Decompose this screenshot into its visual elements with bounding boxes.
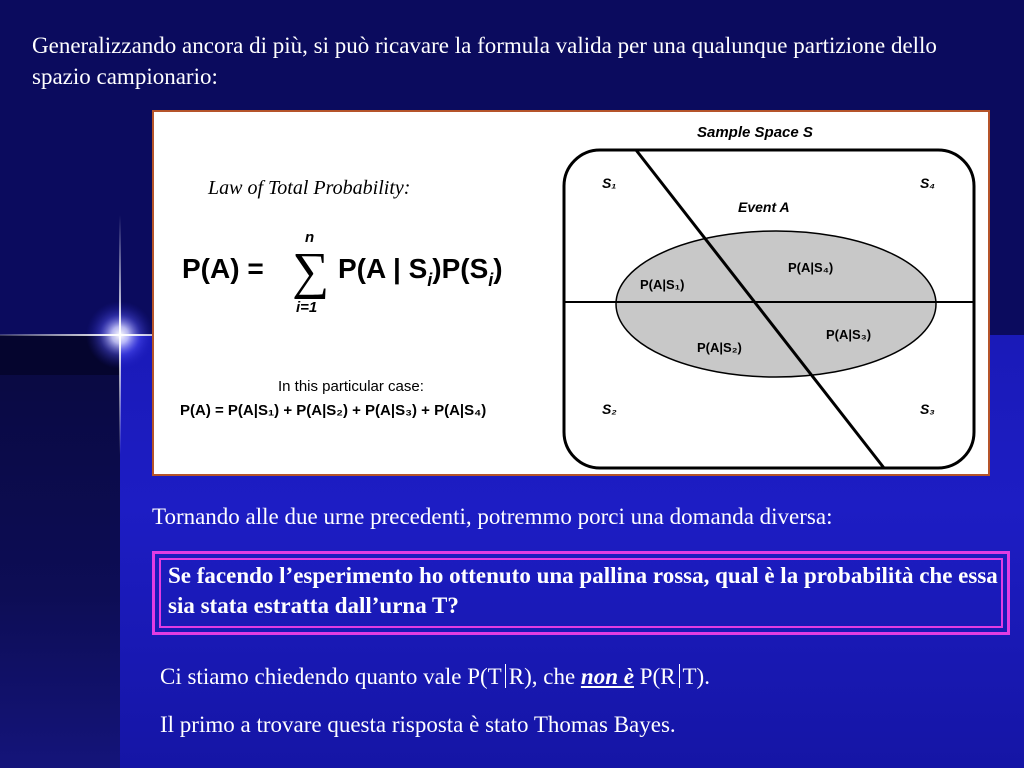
formula-sum-upper: n	[305, 229, 315, 246]
formula-lhs: P(A) =	[182, 253, 264, 284]
total-probability-figure	[152, 110, 990, 476]
conditional-question-line: Ci stiamo chiedendo quanto vale P(T R), che non è P(R T).	[160, 664, 710, 689]
ellipse-a-s3-label: P(A|S₃)	[826, 327, 872, 342]
emphasis-non-e: non è	[580, 664, 634, 689]
background-left-band	[0, 335, 120, 768]
ellipse-a-s2-label: P(A|S₂)	[697, 340, 742, 355]
law-title: Law of Total Probability:	[208, 177, 411, 199]
given-bar-1	[505, 664, 506, 688]
region-s2-label: S₂	[602, 401, 617, 417]
region-s1-label: S₁	[602, 175, 617, 191]
region-s3-label: S₃	[920, 401, 935, 417]
question-text: Se facendo l’esperimento ho ottenuto una pallina rossa, qual è la probabilità che essa sia stata estratta dall’urna T?	[168, 563, 998, 618]
region-s4-label: S₄	[920, 175, 935, 191]
intro-text: Generalizzando ancora di più, si può ricavare la formula valida per una qualunque partizione dello spazio campionario:	[32, 33, 937, 89]
formula-sum-sign: ∑	[292, 243, 330, 300]
case-caption: In this particular case:	[278, 378, 424, 395]
event-a-label: Event A	[738, 199, 790, 215]
sample-space-label: Sample Space S	[697, 124, 813, 141]
case-formula: P(A) = P(A|S₁) + P(A|S₂) + P(A|S₃) + P(A|S₄)	[180, 402, 487, 419]
given-bar-2	[679, 664, 680, 688]
formula-sum-lower: i=1	[296, 299, 318, 316]
urn-paragraph: Tornando alle due urne precedenti, potremmo porci una domanda diversa:	[152, 504, 833, 529]
formula-term: P(A | $S_i)P(S_i)$	[338, 253, 503, 290]
background-dark-strip	[0, 335, 120, 375]
bayes-line: Il primo a trovare questa risposta è stato Thomas Bayes.	[160, 712, 676, 737]
ellipse-a-s4-label: P(A|S₄)	[788, 260, 834, 275]
event-a-ellipse	[616, 231, 936, 377]
ellipse-a-s1-label: P(A|S₁)	[640, 277, 685, 292]
